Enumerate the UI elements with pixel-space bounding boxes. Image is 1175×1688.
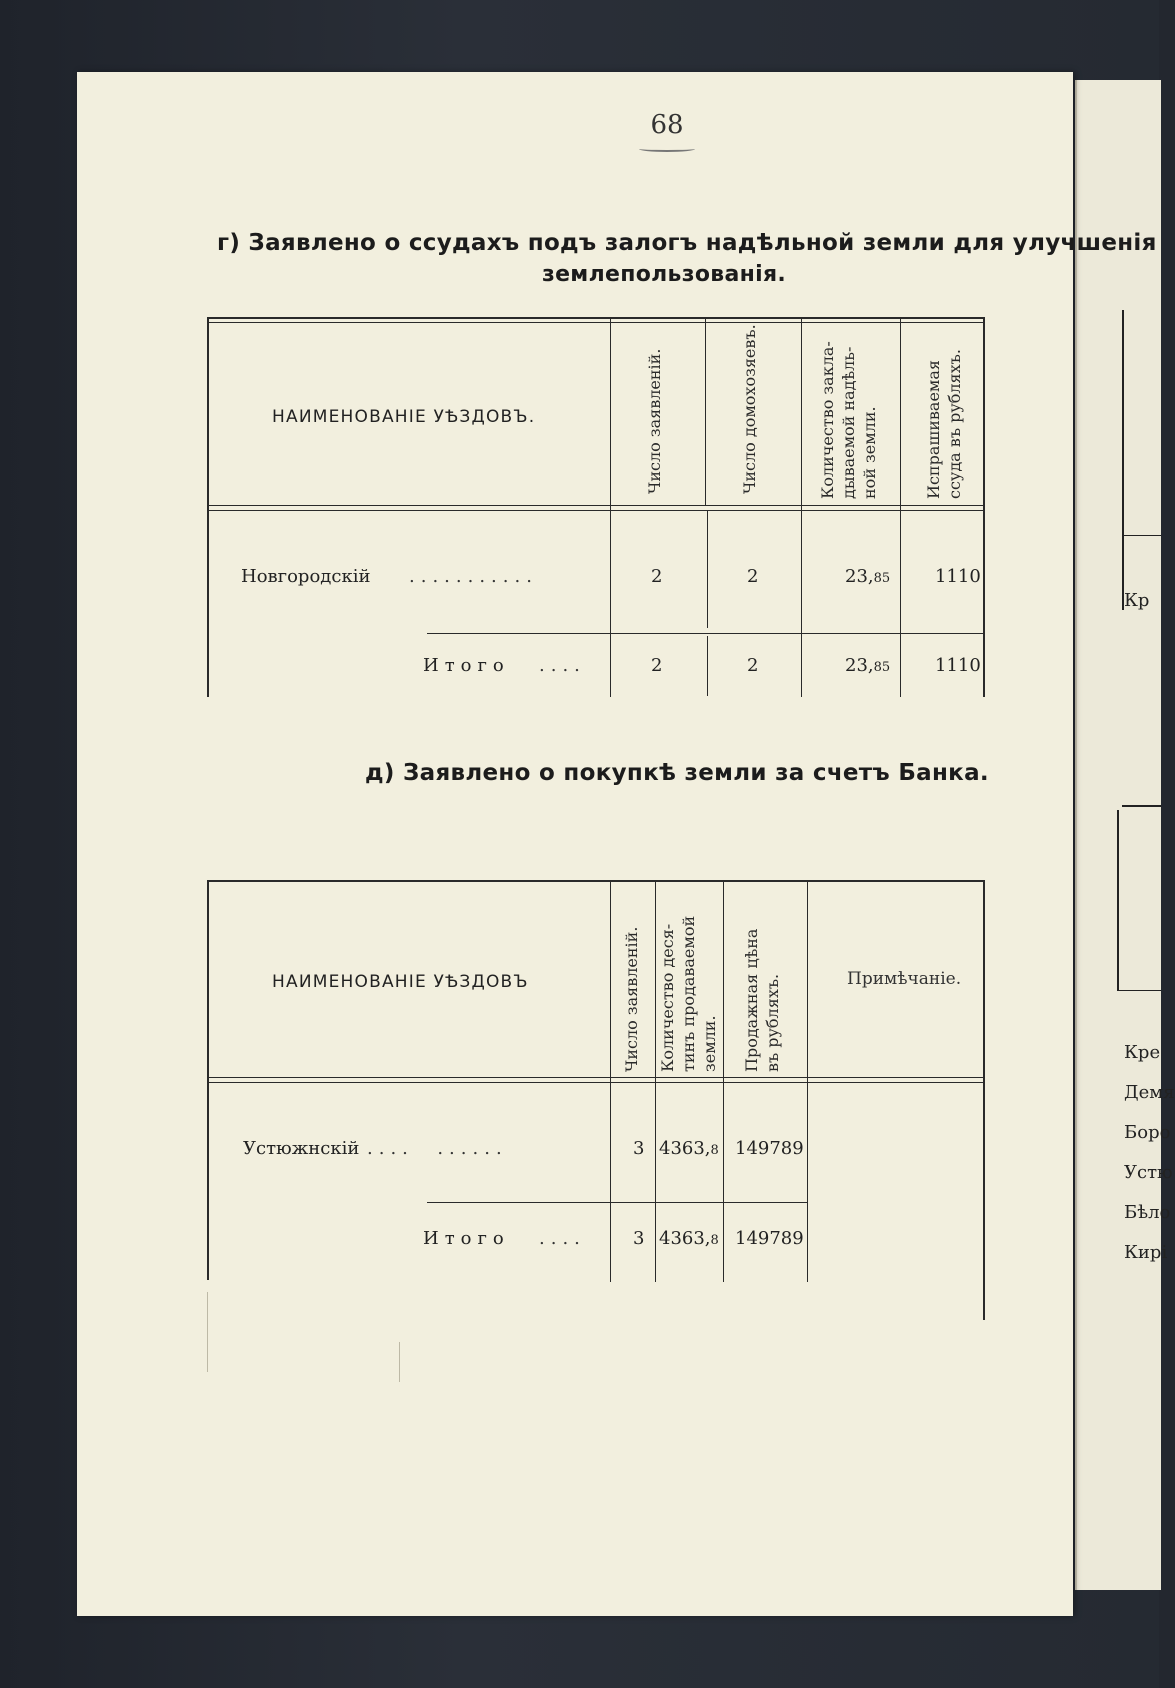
column-divider <box>707 510 708 628</box>
total-loan-amount: 1110 <box>935 655 981 676</box>
households-header: Число домохозяевъ. <box>740 324 759 494</box>
leader-dots: .... <box>539 655 586 676</box>
leader-dots: .... ...... <box>367 1138 508 1159</box>
bleed-through-mark <box>399 1342 400 1382</box>
table-right-border <box>983 317 985 697</box>
applications-value: 3 <box>633 1138 645 1159</box>
total-applications: 2 <box>651 655 663 676</box>
adjacent-text: Кирі <box>1124 1242 1168 1263</box>
total-rule <box>427 633 983 634</box>
district-name: Устюжнскій <box>243 1138 360 1159</box>
sale-price-header: Продажная цѣна въ рубляхъ. <box>742 928 782 1072</box>
total-land-amount: 23,85 <box>845 655 891 676</box>
adjacent-text: Кре <box>1124 1042 1161 1063</box>
section-d-title: д) Заявлено о покупкѣ земли за счетъ Банка. <box>365 760 989 786</box>
applications-header: Число заявленій. <box>645 348 664 494</box>
adjacent-text: Устю <box>1124 1162 1173 1183</box>
adjacent-text: Кр <box>1124 590 1150 611</box>
households-value: 2 <box>747 566 759 587</box>
header-rule <box>209 1082 983 1083</box>
adjacent-table-rule <box>1117 990 1161 991</box>
total-label: Итого <box>423 655 510 676</box>
section-g-title: г) Заявлено о ссудахъ подъ залогъ надѣльной земли для улучшенія <box>217 230 1157 256</box>
page-number-underline <box>639 146 695 152</box>
total-rule <box>427 1202 807 1203</box>
total-households: 2 <box>747 655 759 676</box>
note-header: Примѣчаніе. <box>847 969 962 989</box>
header-rule <box>209 1077 983 1078</box>
adjacent-table-border <box>1122 310 1124 610</box>
table-top-rule <box>207 322 985 323</box>
area-value: 4363,8 <box>659 1138 719 1159</box>
total-sale-price: 149789 <box>735 1228 804 1249</box>
table-left-border <box>207 880 209 1280</box>
land-amount-value: 23,85 <box>845 566 891 587</box>
district-name-header: НАИМЕНОВАНІЕ УѢЗДОВЪ <box>272 972 529 992</box>
leader-dots: ........... <box>409 566 538 587</box>
column-divider <box>655 882 656 1282</box>
table-top-rule <box>207 317 985 319</box>
total-applications: 3 <box>633 1228 645 1249</box>
sale-price-value: 149789 <box>735 1138 804 1159</box>
adjacent-text: Боро <box>1124 1122 1171 1143</box>
column-divider <box>801 319 802 697</box>
adjacent-table-rule <box>1122 535 1161 536</box>
adjacent-text: Бѣло <box>1124 1202 1171 1223</box>
header-rule <box>209 510 983 511</box>
adjacent-text: Демя <box>1124 1082 1175 1103</box>
area-header: Количество деся- тинъ продаваемой земли. <box>658 915 719 1072</box>
header-rule <box>209 505 983 506</box>
leader-dots: .... <box>539 1228 586 1249</box>
loan-amount-value: 1110 <box>935 566 981 587</box>
table-right-border <box>983 880 985 1320</box>
page-number: 68 <box>650 110 684 140</box>
column-divider <box>705 319 706 505</box>
column-divider <box>723 882 724 1282</box>
table-left-border <box>207 317 209 697</box>
district-name: Новгородскій <box>241 566 371 587</box>
column-divider <box>610 882 611 1282</box>
applications-header: Число заявленій. <box>622 926 641 1072</box>
adjacent-page <box>1075 80 1175 1590</box>
section-g-title-cont: землепользованія. <box>542 262 787 287</box>
column-divider <box>900 319 901 697</box>
adjacent-table-rule <box>1122 805 1161 807</box>
total-area: 4363,8 <box>659 1228 719 1249</box>
table-top-rule <box>207 880 985 882</box>
land-amount-header: Количество закла- дываемой надѣль- ной земли. <box>818 341 879 499</box>
column-divider <box>707 636 708 696</box>
applications-value: 2 <box>651 566 663 587</box>
bleed-through-mark <box>207 1292 208 1372</box>
total-label: Итого <box>423 1228 510 1249</box>
district-name-header: НАИМЕНОВАНІЕ УѢЗДОВЪ. <box>272 407 536 427</box>
loan-amount-header: Испрашиваемая ссуда въ рубляхъ. <box>924 349 964 499</box>
adjacent-table-border <box>1117 810 1119 990</box>
column-divider <box>807 882 808 1282</box>
column-divider <box>610 319 611 697</box>
